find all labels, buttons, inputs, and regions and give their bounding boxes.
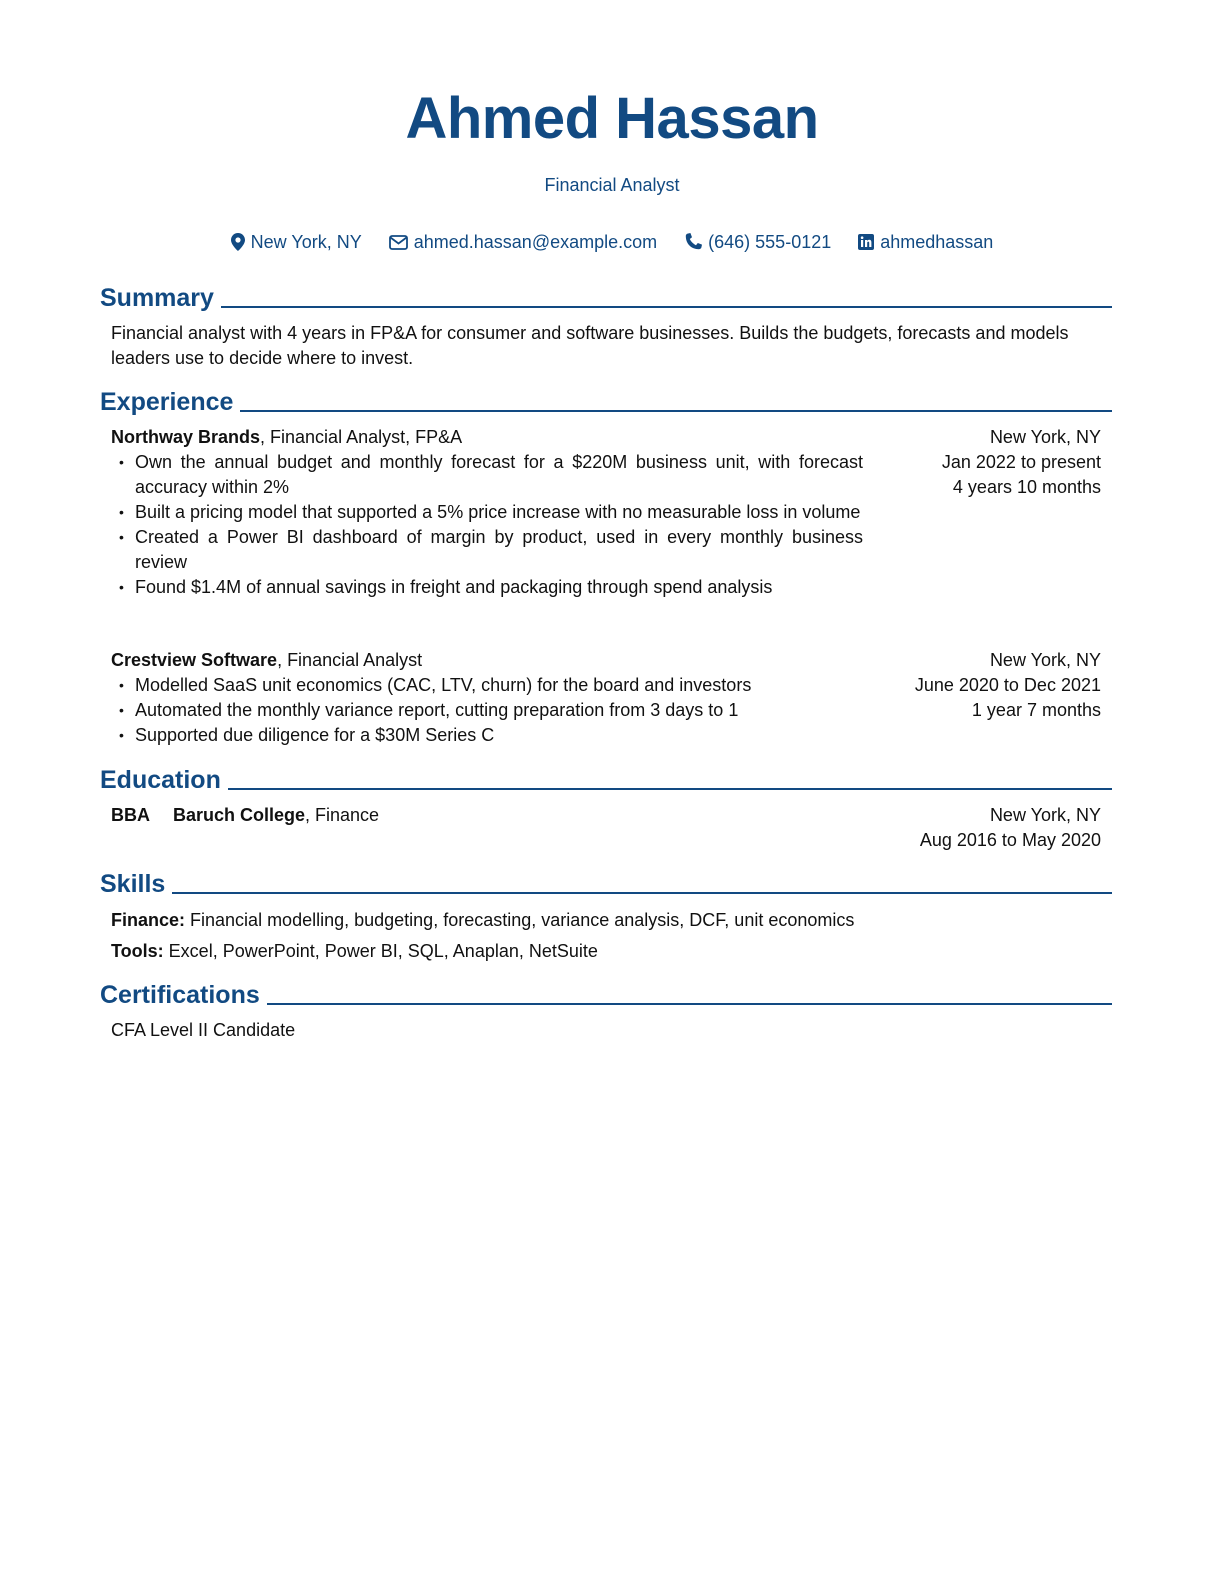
contact-location-text: New York, NY (250, 232, 362, 252)
linkedin-icon (858, 234, 874, 250)
job-bullet (111, 525, 863, 575)
candidate-name: Ahmed Hassan (405, 86, 819, 151)
job-bullet-text: Own the annual budget and monthly forecast for a $220M business unit, with forecast accuracy within 2% (135, 452, 863, 497)
education-dates: Aug 2016 to May 2020 (919, 830, 1101, 850)
summary-section-header (100, 282, 1112, 314)
summary-text: Financial analyst with 4 years in FP&A for consumer and software businesses. Builds the budgets, forecasts and models leaders use to decide where to invest. (111, 323, 1069, 368)
job-bullet (111, 500, 863, 525)
skills-finance (111, 908, 1101, 933)
bullet-icon: • (119, 702, 124, 718)
job-company: Northway Brands (111, 427, 261, 447)
bullet-icon: • (119, 727, 124, 743)
job-dates: Jan 2022 to present (941, 452, 1101, 472)
skills-finance-value: Financial modelling, budgeting, forecasting, variance analysis, DCF, unit economics (190, 910, 855, 930)
education-section-header (100, 764, 1112, 796)
job-entry (111, 648, 1101, 748)
certifications-heading: Certifications (100, 981, 260, 1009)
job-title: , Financial Analyst, FP&A (260, 427, 463, 447)
education-school: Baruch College (173, 805, 306, 825)
candidate-role: Financial Analyst (544, 175, 680, 195)
job-duration: 4 years 10 months (952, 477, 1101, 497)
education-heading: Education (100, 766, 221, 794)
bullet-icon: • (119, 529, 124, 545)
contact-linkedin[interactable] (858, 229, 993, 255)
contact-email[interactable] (389, 229, 657, 255)
job-bullet-text: Built a pricing model that supported a 5% price increase with no measurable loss in volume (135, 502, 861, 522)
job-bullet (111, 723, 863, 748)
bullet-icon: • (119, 579, 124, 595)
job-bullet-text: Created a Power BI dashboard of margin by product, used in every monthly business review (135, 527, 863, 572)
education-meta (920, 803, 1101, 853)
experience-section-header (100, 386, 1112, 418)
experience-heading: Experience (100, 388, 234, 416)
job-title: , Financial Analyst (277, 650, 423, 670)
job-bullets (111, 450, 863, 600)
education-location: New York, NY (989, 805, 1101, 825)
job-bullet-text: Found $1.4M of annual savings in freight and packaging through spend analysis (135, 577, 773, 597)
bullet-icon: • (119, 504, 124, 520)
job-location: New York, NY (989, 650, 1101, 670)
job-bullet (111, 698, 863, 723)
bullet-icon: • (119, 454, 124, 470)
summary-heading: Summary (100, 284, 214, 312)
job-entry (111, 425, 1101, 600)
certifications-section-header (100, 979, 1112, 1011)
job-duration: 1 year 7 months (971, 700, 1101, 720)
contact-linkedin-text[interactable]: ahmedhassan (880, 232, 994, 252)
skills-finance-label: Finance: (111, 910, 186, 930)
job-bullets (111, 673, 863, 748)
envelope-icon (389, 235, 408, 250)
section-divider (267, 1003, 1112, 1005)
job-bullet-text: Modelled SaaS unit economics (CAC, LTV, churn) for the board and investors (135, 675, 752, 695)
section-divider (240, 410, 1112, 412)
certification-item: CFA Level II Candidate (111, 1020, 296, 1040)
education-field: , Finance (305, 805, 380, 825)
contact-phone-text[interactable]: (646) 555-0121 (708, 232, 832, 252)
contact-email-text[interactable]: ahmed.hassan@example.com (413, 232, 658, 252)
skills-heading: Skills (100, 870, 166, 898)
job-bullet-text: Supported due diligence for a $30M Series C (135, 725, 495, 745)
skills-tools (111, 939, 1101, 964)
job-dates: June 2020 to Dec 2021 (914, 675, 1101, 695)
contact-bar (0, 229, 1224, 255)
job-company: Crestview Software (111, 650, 278, 670)
contact-phone[interactable] (684, 229, 831, 255)
job-bullet (111, 575, 863, 600)
section-divider (228, 788, 1112, 790)
job-bullet-text: Automated the monthly variance report, cutting preparation from 3 days to 1 (135, 700, 739, 720)
bullet-icon: • (119, 677, 124, 693)
job-meta (915, 648, 1101, 723)
job-location: New York, NY (989, 427, 1101, 447)
section-divider (221, 306, 1112, 308)
skills-tools-value: Excel, PowerPoint, Power BI, SQL, Anaplan, NetSuite (168, 941, 598, 961)
job-bullet (111, 673, 863, 698)
job-meta (942, 425, 1101, 500)
skills-tools-label: Tools: (111, 941, 164, 961)
skills-section-header (100, 868, 1112, 900)
contact-location (231, 229, 362, 255)
section-divider (172, 892, 1112, 894)
phone-icon (684, 233, 702, 251)
education-degree: BBA (111, 805, 150, 825)
education-entry (111, 803, 1101, 850)
job-bullet (111, 450, 863, 500)
location-pin-icon (231, 233, 245, 251)
